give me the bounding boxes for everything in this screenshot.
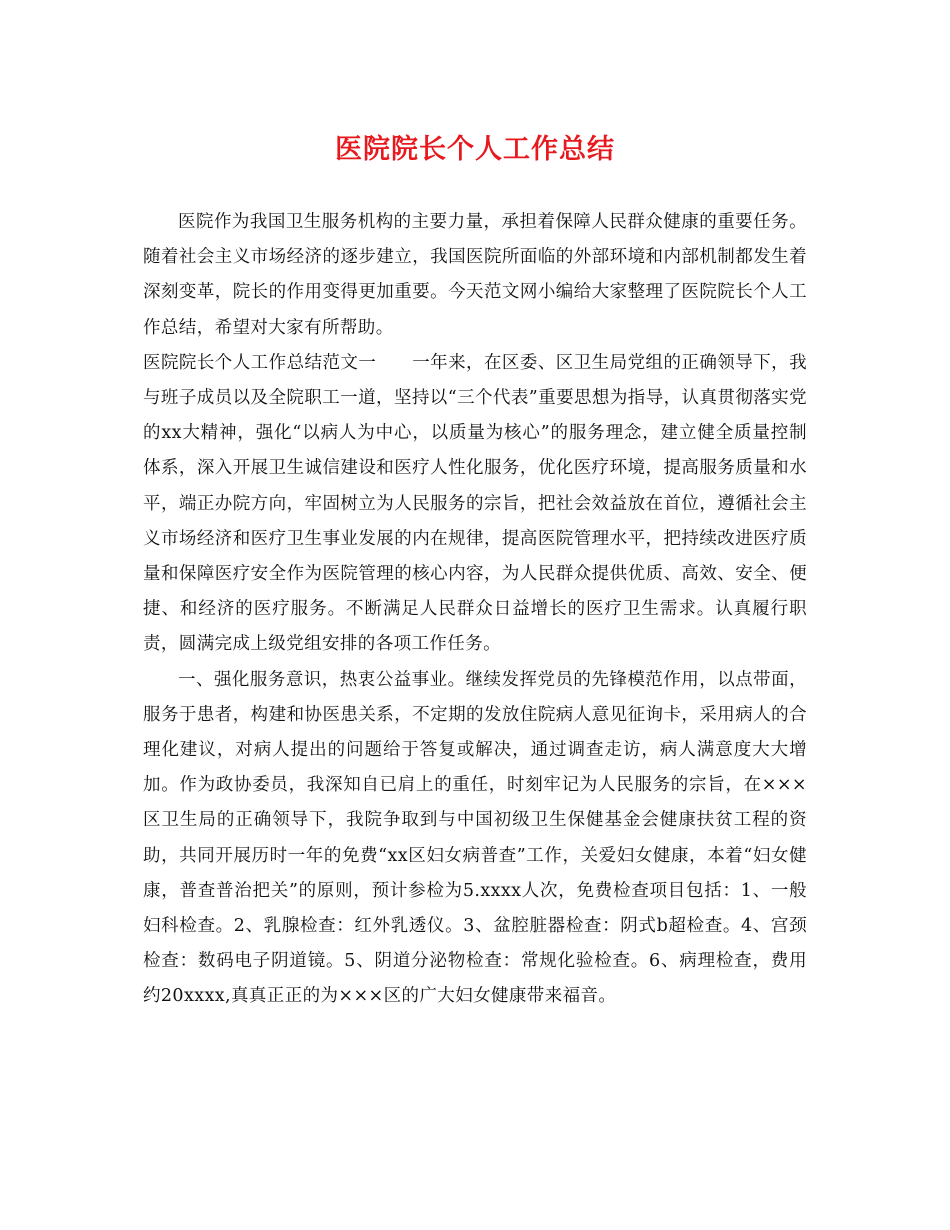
intro-paragraph: 医院作为我国卫生服务机构的主要力量，承担着保障人民群众健康的重要任务。随着社会主义市场经济的逐步建立，我国医院所面临的外部环境和内部机制都发生着深刻变革，院长的作用变得更加重要。今天范文网小编给大家整理了医院院长个人工作总结，希望对大家有所帮助。: [143, 212, 807, 338]
sample-one-paragraph: 医院院长个人工作总结范文一 一年来，在区委、区卫生局党组的正确领导下，我与班子成员以及全院职工一道，坚持以“三个代表”重要思想为指导，认真贯彻落实党的xx大精神，强化“以病人为中心，以质量为核心”的服务理念，建立健全质量控制体系，深入开展卫生诚信建设和医疗人性化服务，优化医疗环境，提高服务质量和水平，端正办院方向，牢固树立为人民服务的宗旨，把社会效益放在首位，遵循社会主义市场经济和医疗卫生事业发展的内在规律，提高医院管理水平，把持续改进医疗质量和保障医疗安全作为医院管理的核心内容，为人民群众提供优质、高效、安全、便捷、和经济的医疗服务。不断满足人民群众日益增长的医疗卫生需求。认真履行职责，圆满完成上级党组安排的各项工作任务。: [143, 352, 807, 655]
document-title: 医院院长个人工作总结: [335, 134, 615, 165]
document-body: [143, 205, 807, 1015]
section-one-paragraph: 一、强化服务意识，热衷公益事业。继续发挥党员的先锋模范作用，以点带面，服务于患者，构建和协医患关系，不定期的发放住院病人意见征询卡，采用病人的合理化建议，对病人提出的问题给于答复或解决，通过调查走访，病人满意度大大增加。作为政协委员，我深知自已肩上的重任，时刻牢记为人民服务的宗旨，在×××区卫生局的正确领导下，我院争取到与中国初级卫生保健基金会健康扶贫工程的资助，共同开展历时一年的免费“xx区妇女病普查”工作，关爱妇女健康，本着“妇女健康，普查普治把关”的原则，预计参检为5.xxxx人次，免费检查项目包括：1、一般妇科检查。2、乳腺检查：红外乳透仪。3、盆腔脏器检查：阴式b超检查。4、宫颈检查：数码电子阴道镜。5、阴道分泌物检查：常规化验检查。6、病理检查，费用约20xxxx,真真正正的为×××区的广大妇女健康带来福音。: [143, 669, 807, 1007]
